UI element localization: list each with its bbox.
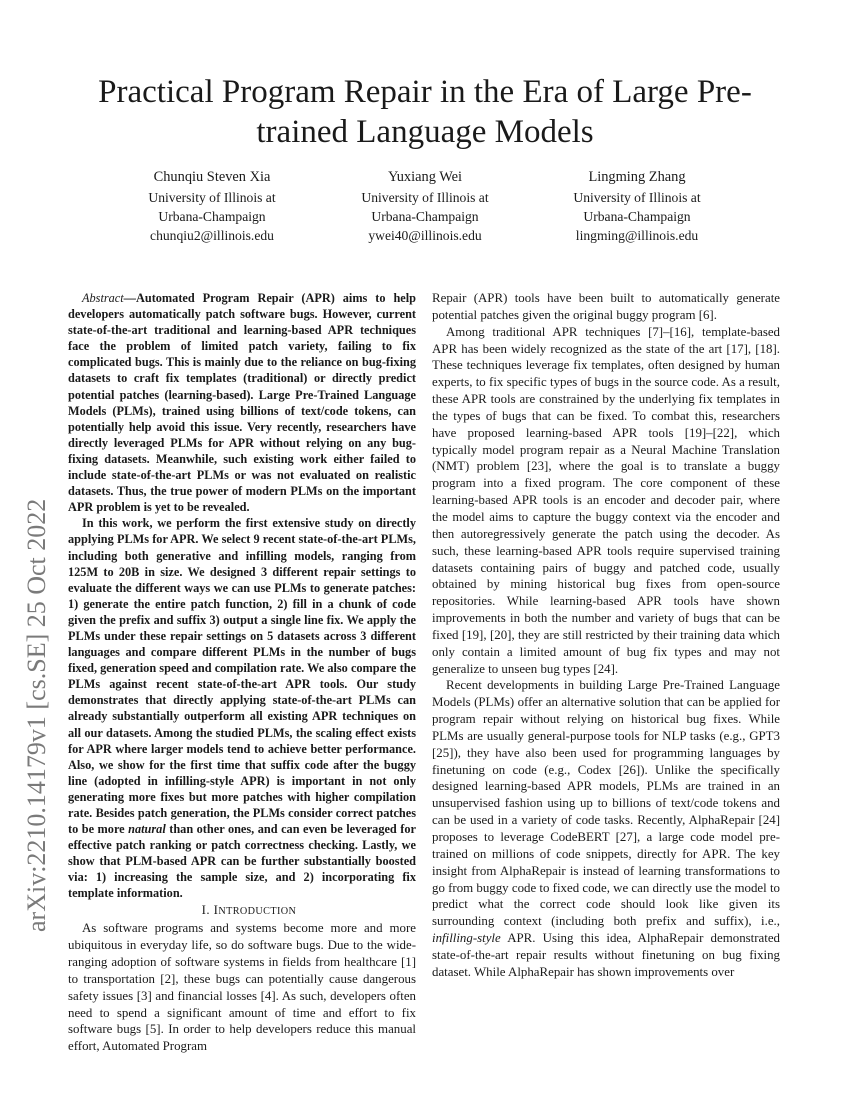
author-2	[310, 168, 540, 245]
infilling-style-emphasis: infilling-style	[432, 931, 501, 946]
arxiv-identifier: arXiv:2210.14179v1 [cs.SE] 25 Oct 2022	[22, 498, 51, 932]
author-name: Lingming Zhang	[588, 169, 686, 185]
abstract-paragraph-2: In this work, we perform the first extensive study on directly applying PLMs for APR. We select 9 recent state-of-the-art PLMs, including both generative and infilling models, ranging from 125M to 20B in size. We designed 3 different repair settings to evaluate the different ways we can use PLMs to generate patches: 1) generate the entire patch function, 2) fill in a chunk of code given the prefix and suffix 3) output a single line fix. We apply the PLMs under these repair settings on 5 datasets across 3 different languages and compare different PLMs in the number of bugs fixed, generation speed and compilation rate. We also compare the PLMs against recent state-of-the-art APR tools. Our study demonstrates that directly applying state-of-the-art PLMs can already substantially outperform all existing APR techniques on all our datasets. Among the studied PLMs, the scaling effect exists for APR where larger models tend to achieve better performance. Also, we show for the first time that suffix code after the buggy line (adopted in infilling-style APR) is important in not only generating more fixes but more patches with higher compilation rate. Besides patch generation, the PLMs consider correct patches to be more	[68, 516, 416, 837]
author-affiliation-2: Urbana-Champaign	[371, 209, 479, 224]
intro-paragraph-3: Recent developments in building Large Pre-Trained Language Models (PLMs) offer an alternative solution that can be applied for program repair without relying on historical bug fixes. While PLMs are usually general-purpose tools for NLP tasks (e.g., GPT3 [25]), they have also been used for programming languages by finetuning on code (e.g., Codex [26]). Unlike the specifically designed learning-based APR models, PLMs are trained in an unsupervised fashion using up to billions of text/code tokens and can be used in a variety of code tasks. Recently, AlphaRepair [24] proposes to leverage CodeBERT [27], a large code model pre-trained on millions of code snippets, directly for APR. The key insight from AlphaRepair is instead of learning transformations to go from buggy code to fixed code, we can directly use the model to predict what the correct code should look like given its surrounding context (including both prefix and suffix), i.e., infilling-style APR. Using this idea, AlphaRepair demonstrated state-of-the-art repair results without finetuning on bug fixing dataset. While AlphaRepair has shown improvements over	[432, 678, 780, 979]
abstract-emphasis: natural	[128, 822, 166, 837]
author-affiliation: University of Illinois at	[361, 190, 489, 205]
paper-title: Practical Program Repair in the Era of Large Pre-trained Language Models	[98, 74, 752, 150]
intro-paragraph-2: Among traditional APR techniques [7]–[16], template-based APR has been widely recognized as the state of the art [17], [18]. These techniques leverage fix templates, often designed by human experts, to fix specific types of bugs in the source code. As a result, these APR tools are constrained by the underlying fix templates in the types of bugs that can be fixed. To combat this, researchers have proposed learning-based APR tools [19]–[22], which typically model program repair as a Neural Machine Translation (NMT) problem [23], where the goal is to translate a buggy program into a fixed program. The core component of these learning-based APR tools is an encoder and decoder pair, where the model aims to capture the buggy context via the encoder and then autoregressively generate the patch using the decoder. As such, these learning-based APR tools require supervised training datasets containing pairs of buggy and patched code, usually obtained by mining historical bug fixes from open-source repositories. While learning-based APR tools have shown improvements in both the number and variety of bugs that can be fixed [19], [20], they are still restricted by their training data which only contain a limited amount of bug fix types and may not generalize to unseen bug types [24].	[432, 324, 780, 676]
abstract	[68, 290, 416, 902]
author-affiliation-2: Urbana-Champaign	[583, 209, 691, 224]
author-email: lingming@illinois.edu	[575, 228, 699, 243]
right-column	[432, 290, 780, 981]
intro-paragraph-1-continued: Repair (APR) tools have been built to automatically generate potential patches given the original buggy program [6].	[432, 291, 780, 322]
abstract-paragraph-1: Automated Program Repair (APR) aims to help developers automatically patch software bugs. However, current state-of-the-art traditional and learning-based APR techniques face the problem of limited patch variety, failing to fix complicated bugs. This is mainly due to the reliance on bug-fixing datasets to craft fix templates (traditional) or directly predict potential patches (learning-based). Large Pre-Trained Language Models (PLMs), trained using billions of text/code tokens, can potentially help avoid this issue. Very recently, researchers have directly leveraged PLMs for APR without relying on any bug-fixing datasets. Meanwhile, such existing work either failed to include state-of-the-art PLMs or was not evaluated on realistic datasets. Thus, the true power of modern PLMs on the important APR problem is yet to be revealed.	[68, 291, 416, 515]
intro-paragraph-1: As software programs and systems become more and more ubiquitous in everyday life, so do software bugs. Due to the wide-ranging adoption of software systems in fields from healthcare [1] to transportation [2], these bugs can potentially cause dangerous safety issues [3] and financial losses [4]. As such, developers often need to spend a significant amount of time and effort to fix software bugs [5]. In order to help developers reduce this manual effort, Automated Program	[68, 921, 416, 1054]
abstract-paragraph-2-end: than other ones, and can even be leveraged for effective patch ranking or patch correctness checking. Lastly, we show that PLM-based APR can be further substantially boosted via: 1) increasing the sample size, and 2) incorporating fix template information.	[68, 822, 416, 901]
author-affiliation-2: Urbana-Champaign	[158, 209, 266, 224]
abstract-label: Abstract	[82, 291, 124, 305]
author-name: Chunqiu Steven Xia	[153, 169, 271, 185]
author-affiliation: University of Illinois at	[148, 190, 276, 205]
section-heading-introduction: I. INTRODUCTION	[201, 902, 297, 917]
author-3	[522, 168, 752, 245]
author-affiliation: University of Illinois at	[573, 190, 701, 205]
author-email: ywei40@illinois.edu	[368, 228, 482, 243]
author-name: Yuxiang Wei	[387, 169, 463, 185]
author-email: chunqiu2@illinois.edu	[150, 228, 274, 243]
abstract-dash: —	[123, 291, 136, 305]
left-column	[68, 290, 416, 1055]
author-1	[97, 168, 327, 245]
